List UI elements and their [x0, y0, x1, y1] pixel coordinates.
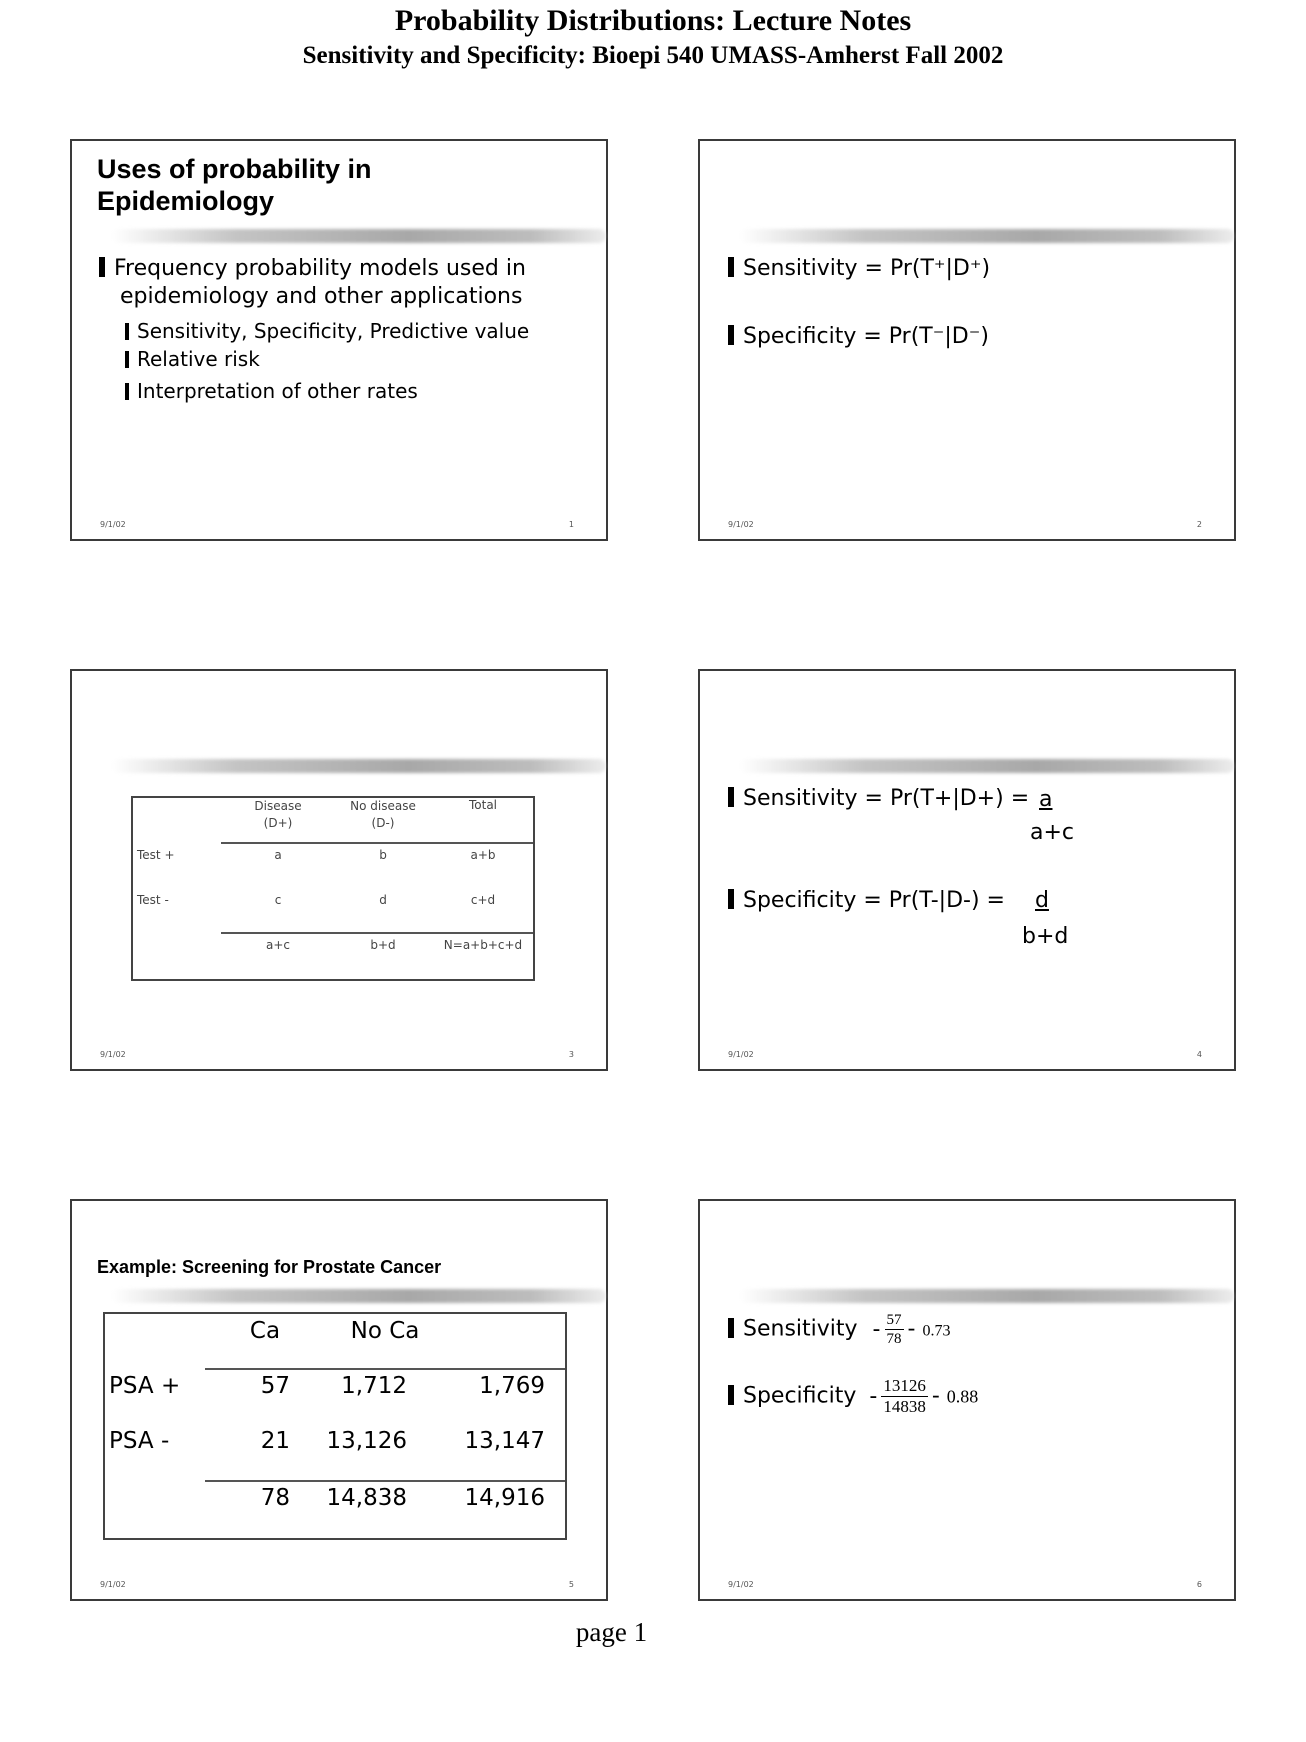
slide-number: 5 — [568, 1580, 574, 1589]
title-divider — [112, 759, 606, 773]
sub-bullet — [125, 378, 418, 405]
sub-bullet-text: Interpretation of other rates — [137, 379, 418, 403]
col-header-total: Total — [468, 798, 498, 812]
bullet-text: Frequency probability models used in — [114, 256, 526, 281]
table-divider — [205, 1480, 565, 1482]
slide-1 — [70, 139, 608, 541]
slide-date: 9/1/02 — [728, 1580, 754, 1589]
row-label: Test + — [137, 848, 175, 862]
total-cell: N=a+b+c+d — [443, 938, 523, 952]
slide-2 — [698, 139, 1236, 541]
slide-number: 4 — [1196, 1050, 1202, 1059]
bullet-text: Specificity = Pr(T-|D-) = — [743, 888, 1005, 913]
header-text: No disease — [350, 799, 416, 813]
table-cell: c+d — [470, 893, 496, 907]
document-subtitle: Sensitivity and Specificity: Bioepi 540 UMASS-Amherst Fall 2002 — [302, 42, 1004, 69]
sub-bullet-text: Sensitivity, Specificity, Predictive value — [137, 319, 530, 343]
bullet-continuation: epidemiology and other applications — [120, 284, 523, 309]
bullet-marker-icon — [728, 787, 734, 807]
total-cell: a+c — [265, 938, 290, 952]
row-label: Test - — [137, 893, 169, 907]
col-header-ca: Ca — [249, 1318, 281, 1344]
specificity-denominator: b+d — [1022, 924, 1069, 949]
slide-number: 3 — [568, 1050, 574, 1059]
fraction-denominator: 78 — [886, 1331, 902, 1347]
fraction-numerator: 13126 — [883, 1376, 926, 1395]
slide-date: 9/1/02 — [100, 520, 126, 529]
table-cell: 21 — [260, 1428, 290, 1454]
psa-table — [103, 1312, 567, 1540]
bullet-marker-icon — [728, 325, 734, 345]
table-cell: a — [274, 848, 282, 862]
sensitivity-denominator: a+c — [1030, 820, 1075, 845]
bullet-marker-icon — [125, 351, 129, 368]
slide-title: Example: Screening for Prostate Cancer — [97, 1257, 442, 1277]
bullet-text: Sensitivity = Pr(T+|D+) = — [743, 786, 1030, 811]
sensitivity-fraction — [885, 1311, 904, 1348]
bullet-marker-icon — [728, 889, 734, 909]
slide-number: 6 — [1196, 1580, 1202, 1589]
total-cell: 14,838 — [326, 1485, 407, 1511]
bullet-text: Specificity — [743, 1383, 857, 1409]
slide-4 — [698, 669, 1236, 1071]
table-divider — [205, 1368, 565, 1370]
two-by-two-table — [131, 796, 535, 981]
bullet-marker-icon — [125, 383, 129, 400]
table-divider — [221, 932, 533, 934]
title-divider — [740, 1289, 1234, 1303]
table-cell: 1,769 — [479, 1373, 545, 1399]
sub-bullet — [125, 346, 260, 373]
slide-6 — [698, 1199, 1236, 1601]
total-cell: b+d — [370, 938, 396, 952]
bullet — [99, 255, 526, 283]
slide-title-line-1: Uses of probability in — [97, 154, 372, 184]
bullet-specificity: Specificity - $\frac{13126}{14838}$ - 0.88 — [728, 1376, 978, 1417]
title-divider — [112, 1289, 606, 1303]
slide-date: 9/1/02 — [100, 1580, 126, 1589]
bullet-marker-icon — [728, 1318, 734, 1338]
document-title: Probability Distributions: Lecture Notes — [394, 4, 912, 37]
col-header-disease — [223, 798, 333, 832]
table-cell: a+b — [470, 848, 496, 862]
header-text: (D-) — [371, 816, 395, 830]
sub-bullet-text: Relative risk — [137, 347, 260, 371]
specificity-numerator: d — [1035, 888, 1049, 913]
bullet-marker-icon — [125, 323, 129, 340]
table-cell: 13,126 — [326, 1428, 407, 1454]
bullet-text: Sensitivity = Pr(T⁺|D⁺) — [743, 256, 991, 281]
total-cell: 78 — [260, 1485, 290, 1511]
bullet-text: Sensitivity — [743, 1316, 858, 1342]
sensitivity-numerator: a — [1039, 787, 1053, 812]
total-cell: 14,916 — [464, 1485, 545, 1511]
slide-number: 2 — [1196, 520, 1202, 529]
bullet-sensitivity — [728, 785, 1029, 813]
bullet-marker-icon — [728, 257, 734, 277]
title-divider — [740, 759, 1234, 773]
specificity-value: 0.88 — [946, 1386, 979, 1407]
fraction-denominator: 14838 — [883, 1397, 926, 1416]
table-cell: 57 — [260, 1373, 290, 1399]
bullet-specificity — [728, 323, 989, 351]
header-text: Disease — [254, 799, 302, 813]
slide-date: 9/1/02 — [728, 520, 754, 529]
bullet-specificity — [728, 887, 1005, 915]
bullet-sensitivity — [728, 255, 990, 283]
row-label: PSA + — [109, 1373, 181, 1399]
bullet-marker-icon — [728, 1385, 734, 1405]
title-divider — [112, 229, 606, 243]
bullet-marker-icon — [99, 257, 105, 277]
header-text: (D+) — [263, 816, 293, 830]
slide-date: 9/1/02 — [100, 1050, 126, 1059]
sub-bullet — [125, 318, 529, 345]
table-cell: b — [379, 848, 387, 862]
row-label: PSA - — [109, 1428, 170, 1454]
bullet-text: Specificity = Pr(T⁻|D⁻) — [743, 324, 989, 349]
specificity-fraction — [881, 1376, 928, 1417]
col-header-no-disease — [328, 798, 438, 832]
table-cell: 1,712 — [341, 1373, 407, 1399]
title-divider — [740, 229, 1234, 243]
page-number-label: page 1 — [575, 1617, 648, 1647]
bullet-sensitivity: Sensitivity - $\frac{57}{78}$ - 0.73 — [728, 1311, 950, 1348]
table-cell: c — [274, 893, 282, 907]
slide-date: 9/1/02 — [728, 1050, 754, 1059]
col-header-no-ca: No Ca — [350, 1318, 420, 1344]
slide-3 — [70, 669, 608, 1071]
slide-title-line-2: Epidemiology — [97, 186, 275, 216]
slide-number: 1 — [568, 520, 574, 529]
table-divider — [221, 842, 533, 844]
table-cell: 13,147 — [464, 1428, 545, 1454]
slide-5 — [70, 1199, 608, 1601]
table-cell: d — [379, 893, 387, 907]
sensitivity-value: 0.73 — [922, 1322, 951, 1340]
fraction-numerator: 57 — [886, 1312, 902, 1328]
slide-title — [97, 153, 372, 217]
